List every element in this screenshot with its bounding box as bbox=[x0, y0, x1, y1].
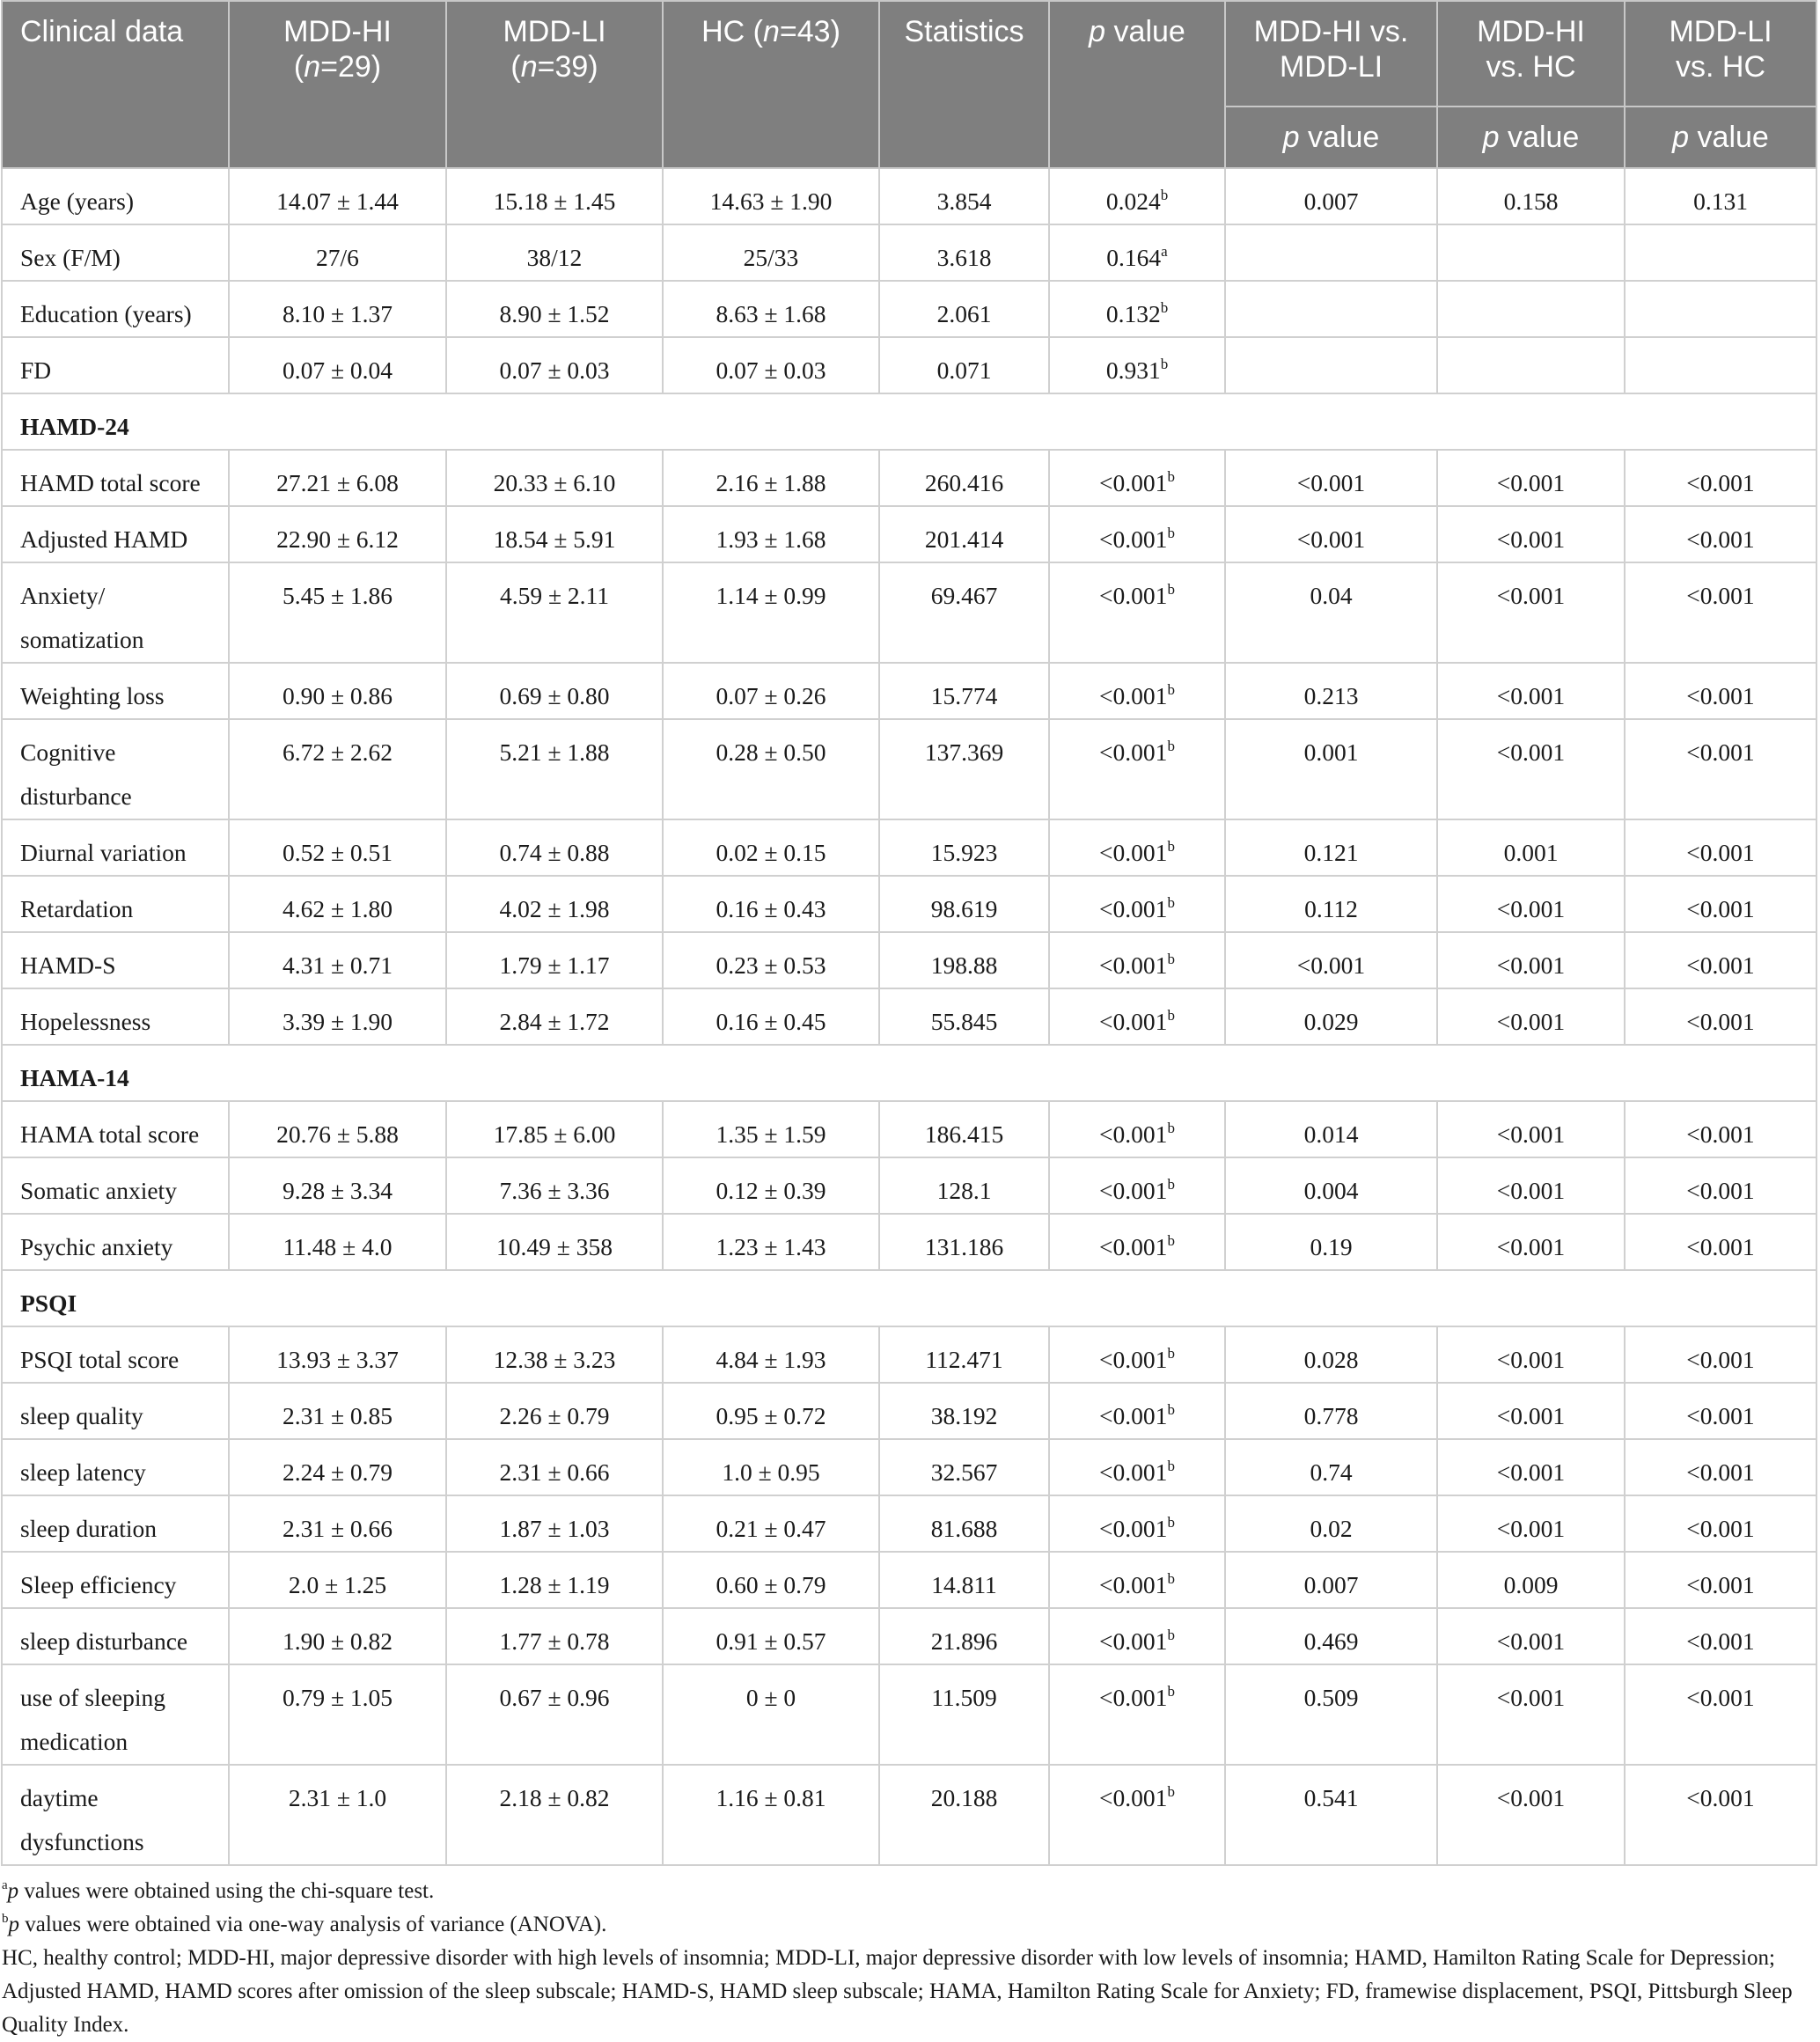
cell-mdd-li: 1.79 ± 1.17 bbox=[446, 932, 663, 988]
cell-p-value: <0.001$^b$ bbox=[1049, 1552, 1225, 1608]
cell-statistics: 0.071 bbox=[879, 337, 1049, 393]
table-row-psychic bbox=[2, 1214, 1816, 1270]
cell-li-vs-hc-p: <0.001 bbox=[1625, 1157, 1816, 1214]
cell-li-vs-hc-p: <0.001 bbox=[1625, 506, 1816, 562]
table-row-anxiety bbox=[2, 562, 1816, 663]
cell-mdd-hi: 5.45 ± 1.86 bbox=[229, 562, 446, 663]
table-row-age bbox=[2, 168, 1816, 224]
cell-li-vs-hc-p: <0.001 bbox=[1625, 1495, 1816, 1552]
cell-mdd-hi: 0.90 ± 0.86 bbox=[229, 663, 446, 719]
cell-mdd-li: 5.21 ± 1.88 bbox=[446, 719, 663, 819]
table-row-quality bbox=[2, 1383, 1816, 1439]
cell-mdd-li: 2.18 ± 0.82 bbox=[446, 1765, 663, 1865]
header-li-vs-hc-p: p value bbox=[1625, 107, 1816, 168]
cell-hc: 0.28 ± 0.50 bbox=[663, 719, 879, 819]
cell-p-value: <0.001$^b$ bbox=[1049, 1101, 1225, 1157]
clinical-data-table bbox=[1, 0, 1817, 1866]
table-footnotes bbox=[2, 1875, 1806, 2042]
cell-hi-vs-li-p: 0.541 bbox=[1225, 1765, 1437, 1865]
table-row-hama-total bbox=[2, 1101, 1816, 1157]
cell-li-vs-hc-p bbox=[1625, 281, 1816, 337]
cell-mdd-hi: 0.07 ± 0.04 bbox=[229, 337, 446, 393]
cell-hi-vs-hc-p: <0.001 bbox=[1437, 932, 1625, 988]
row-label: PSQI total score bbox=[2, 1326, 229, 1383]
cell-li-vs-hc-p bbox=[1625, 337, 1816, 393]
cell-mdd-li: 0.69 ± 0.80 bbox=[446, 663, 663, 719]
cell-statistics: 3.618 bbox=[879, 224, 1049, 281]
row-label: HAMD total score bbox=[2, 450, 229, 506]
row-label: Age (years) bbox=[2, 168, 229, 224]
cell-statistics: 14.811 bbox=[879, 1552, 1049, 1608]
section-row-hamd bbox=[2, 393, 1816, 450]
cell-mdd-li: 0.07 ± 0.03 bbox=[446, 337, 663, 393]
cell-hi-vs-hc-p: <0.001 bbox=[1437, 1101, 1625, 1157]
cell-mdd-li: 18.54 ± 5.91 bbox=[446, 506, 663, 562]
table-row-weight bbox=[2, 663, 1816, 719]
section-heading: HAMD-24 bbox=[2, 393, 1816, 450]
cell-statistics: 260.416 bbox=[879, 450, 1049, 506]
cell-li-vs-hc-p: <0.001 bbox=[1625, 1383, 1816, 1439]
cell-li-vs-hc-p: 0.131 bbox=[1625, 168, 1816, 224]
cell-hi-vs-li-p: <0.001 bbox=[1225, 450, 1437, 506]
cell-statistics: 3.854 bbox=[879, 168, 1049, 224]
cell-hc: 8.63 ± 1.68 bbox=[663, 281, 879, 337]
cell-hi-vs-hc-p: <0.001 bbox=[1437, 876, 1625, 932]
header-mdd-hi: MDD-HI (n=29) bbox=[229, 1, 446, 168]
cell-li-vs-hc-p: <0.001 bbox=[1625, 1664, 1816, 1765]
section-heading: PSQI bbox=[2, 1270, 1816, 1326]
cell-statistics: 55.845 bbox=[879, 988, 1049, 1045]
cell-hc: 0.23 ± 0.53 bbox=[663, 932, 879, 988]
header-mdd-li: MDD-LI (n=39) bbox=[446, 1, 663, 168]
cell-hi-vs-hc-p: <0.001 bbox=[1437, 506, 1625, 562]
cell-statistics: 32.567 bbox=[879, 1439, 1049, 1495]
cell-hc: 0.02 ± 0.15 bbox=[663, 819, 879, 876]
row-label: use of sleeping medication bbox=[2, 1664, 229, 1765]
row-label: HAMA total score bbox=[2, 1101, 229, 1157]
row-label: Somatic anxiety bbox=[2, 1157, 229, 1214]
cell-mdd-hi: 11.48 ± 4.0 bbox=[229, 1214, 446, 1270]
table-row-hamd-total bbox=[2, 450, 1816, 506]
cell-hc: 0.91 ± 0.57 bbox=[663, 1608, 879, 1664]
header-hi-vs-hc-p: p value bbox=[1437, 107, 1625, 168]
cell-hi-vs-li-p: 0.112 bbox=[1225, 876, 1437, 932]
table-row-disturb bbox=[2, 1608, 1816, 1664]
cell-li-vs-hc-p: <0.001 bbox=[1625, 1439, 1816, 1495]
cell-hc: 14.63 ± 1.90 bbox=[663, 168, 879, 224]
cell-hc: 0.07 ± 0.26 bbox=[663, 663, 879, 719]
row-label: HAMD-S bbox=[2, 932, 229, 988]
cell-li-vs-hc-p: <0.001 bbox=[1625, 1765, 1816, 1865]
cell-mdd-li: 17.85 ± 6.00 bbox=[446, 1101, 663, 1157]
cell-hi-vs-hc-p: <0.001 bbox=[1437, 1383, 1625, 1439]
cell-li-vs-hc-p bbox=[1625, 224, 1816, 281]
cell-mdd-hi: 0.79 ± 1.05 bbox=[229, 1664, 446, 1765]
row-label: Sleep efficiency bbox=[2, 1552, 229, 1608]
cell-hc: 1.14 ± 0.99 bbox=[663, 562, 879, 663]
cell-li-vs-hc-p: <0.001 bbox=[1625, 1608, 1816, 1664]
footnote-b: $^b$p values were obtained via one-way analysis of variance (ANOVA). bbox=[2, 1912, 607, 1936]
cell-p-value: <0.001$^b$ bbox=[1049, 988, 1225, 1045]
cell-statistics: 15.923 bbox=[879, 819, 1049, 876]
header-li-vs-hc: MDD-LI vs. HC bbox=[1625, 1, 1816, 107]
cell-li-vs-hc-p: <0.001 bbox=[1625, 932, 1816, 988]
cell-statistics: 198.88 bbox=[879, 932, 1049, 988]
section-row-hama bbox=[2, 1045, 1816, 1101]
cell-p-value: 0.024$^b$ bbox=[1049, 168, 1225, 224]
cell-statistics: 137.369 bbox=[879, 719, 1049, 819]
cell-hi-vs-hc-p: <0.001 bbox=[1437, 562, 1625, 663]
header-hi-vs-li-p: p value bbox=[1225, 107, 1437, 168]
cell-hi-vs-hc-p: <0.001 bbox=[1437, 1608, 1625, 1664]
row-label: Sex (F/M) bbox=[2, 224, 229, 281]
cell-hi-vs-li-p: <0.001 bbox=[1225, 932, 1437, 988]
cell-mdd-hi: 4.62 ± 1.80 bbox=[229, 876, 446, 932]
footnote-abbreviations: HC, healthy control; MDD-HI, major depressive disorder with high levels of insomnia; MDD-LI, major depressive disorder with low levels of insomnia; HAMD, Hamilton Rating Scale for Depression; Adjusted HAMD, HAMD scores after omission of the sleep subscale; HAMD-S, HAMD sleep subscale; HAMA, Hamilton Rating Scale for Anxiety; FD, framewise displacement, PSQI, Pittsburgh Sleep Quality Index. bbox=[2, 1946, 1793, 2037]
cell-p-value: <0.001$^b$ bbox=[1049, 719, 1225, 819]
cell-hi-vs-hc-p: <0.001 bbox=[1437, 1214, 1625, 1270]
cell-hc: 1.16 ± 0.81 bbox=[663, 1765, 879, 1865]
row-label: sleep disturbance bbox=[2, 1608, 229, 1664]
cell-statistics: 128.1 bbox=[879, 1157, 1049, 1214]
table-row-adj-hamd bbox=[2, 506, 1816, 562]
cell-mdd-li: 7.36 ± 3.36 bbox=[446, 1157, 663, 1214]
cell-hi-vs-hc-p: <0.001 bbox=[1437, 450, 1625, 506]
cell-p-value: 0.164$^a$ bbox=[1049, 224, 1225, 281]
cell-hc: 0.07 ± 0.03 bbox=[663, 337, 879, 393]
cell-mdd-li: 10.49 ± 358 bbox=[446, 1214, 663, 1270]
cell-p-value: <0.001$^b$ bbox=[1049, 506, 1225, 562]
table-row-hopeless bbox=[2, 988, 1816, 1045]
cell-hi-vs-hc-p: <0.001 bbox=[1437, 663, 1625, 719]
cell-statistics: 81.688 bbox=[879, 1495, 1049, 1552]
row-label: Adjusted HAMD bbox=[2, 506, 229, 562]
cell-hi-vs-li-p: 0.029 bbox=[1225, 988, 1437, 1045]
section-row-psqi bbox=[2, 1270, 1816, 1326]
row-label: FD bbox=[2, 337, 229, 393]
table-row-duration bbox=[2, 1495, 1816, 1552]
table-row-hamds bbox=[2, 932, 1816, 988]
header-clinical-data: Clinical data bbox=[2, 1, 229, 168]
row-label: Cognitive disturbance bbox=[2, 719, 229, 819]
cell-mdd-li: 1.28 ± 1.19 bbox=[446, 1552, 663, 1608]
cell-li-vs-hc-p: <0.001 bbox=[1625, 1326, 1816, 1383]
cell-mdd-li: 1.77 ± 0.78 bbox=[446, 1608, 663, 1664]
cell-p-value: <0.001$^b$ bbox=[1049, 1495, 1225, 1552]
row-label: Psychic anxiety bbox=[2, 1214, 229, 1270]
table-row-daytime bbox=[2, 1765, 1816, 1865]
header-hi-vs-hc: MDD-HI vs. HC bbox=[1437, 1, 1625, 107]
row-label: sleep quality bbox=[2, 1383, 229, 1439]
row-label: Weighting loss bbox=[2, 663, 229, 719]
cell-li-vs-hc-p: <0.001 bbox=[1625, 1552, 1816, 1608]
cell-mdd-li: 2.26 ± 0.79 bbox=[446, 1383, 663, 1439]
cell-statistics: 21.896 bbox=[879, 1608, 1049, 1664]
cell-li-vs-hc-p: <0.001 bbox=[1625, 1214, 1816, 1270]
cell-statistics: 20.188 bbox=[879, 1765, 1049, 1865]
cell-hi-vs-hc-p: <0.001 bbox=[1437, 1439, 1625, 1495]
cell-hi-vs-hc-p bbox=[1437, 224, 1625, 281]
table-row-retard bbox=[2, 876, 1816, 932]
header-hi-vs-li: MDD-HI vs. MDD-LI bbox=[1225, 1, 1437, 107]
table-row-efficiency bbox=[2, 1552, 1816, 1608]
cell-hi-vs-hc-p: 0.009 bbox=[1437, 1552, 1625, 1608]
cell-mdd-hi: 0.52 ± 0.51 bbox=[229, 819, 446, 876]
cell-mdd-li: 20.33 ± 6.10 bbox=[446, 450, 663, 506]
table-row-fd bbox=[2, 337, 1816, 393]
cell-hc: 0.60 ± 0.79 bbox=[663, 1552, 879, 1608]
cell-hi-vs-hc-p: <0.001 bbox=[1437, 1664, 1625, 1765]
cell-mdd-li: 38/12 bbox=[446, 224, 663, 281]
table-row-edu bbox=[2, 281, 1816, 337]
cell-li-vs-hc-p: <0.001 bbox=[1625, 450, 1816, 506]
cell-p-value: <0.001$^b$ bbox=[1049, 663, 1225, 719]
cell-hi-vs-li-p: 0.001 bbox=[1225, 719, 1437, 819]
cell-hc: 0.16 ± 0.43 bbox=[663, 876, 879, 932]
table-row-somatic bbox=[2, 1157, 1816, 1214]
cell-hi-vs-li-p: 0.19 bbox=[1225, 1214, 1437, 1270]
cell-hc: 1.35 ± 1.59 bbox=[663, 1101, 879, 1157]
cell-mdd-hi: 6.72 ± 2.62 bbox=[229, 719, 446, 819]
header-statistics: Statistics bbox=[879, 1, 1049, 168]
cell-li-vs-hc-p: <0.001 bbox=[1625, 562, 1816, 663]
cell-li-vs-hc-p: <0.001 bbox=[1625, 876, 1816, 932]
row-label: Education (years) bbox=[2, 281, 229, 337]
table-row-cognitive bbox=[2, 719, 1816, 819]
footnote-a: $^a$p values were obtained using the chi-square test. bbox=[2, 1878, 435, 1903]
cell-mdd-hi: 14.07 ± 1.44 bbox=[229, 168, 446, 224]
cell-statistics: 98.619 bbox=[879, 876, 1049, 932]
cell-mdd-hi: 22.90 ± 6.12 bbox=[229, 506, 446, 562]
cell-mdd-li: 4.02 ± 1.98 bbox=[446, 876, 663, 932]
cell-statistics: 15.774 bbox=[879, 663, 1049, 719]
cell-hi-vs-li-p: 0.04 bbox=[1225, 562, 1437, 663]
cell-hi-vs-li-p: 0.007 bbox=[1225, 1552, 1437, 1608]
cell-mdd-hi: 3.39 ± 1.90 bbox=[229, 988, 446, 1045]
cell-mdd-hi: 13.93 ± 3.37 bbox=[229, 1326, 446, 1383]
cell-hc: 2.16 ± 1.88 bbox=[663, 450, 879, 506]
table-body bbox=[2, 168, 1816, 1865]
cell-mdd-hi: 8.10 ± 1.37 bbox=[229, 281, 446, 337]
cell-statistics: 2.061 bbox=[879, 281, 1049, 337]
cell-hi-vs-li-p: 0.028 bbox=[1225, 1326, 1437, 1383]
cell-hc: 0.95 ± 0.72 bbox=[663, 1383, 879, 1439]
cell-mdd-li: 1.87 ± 1.03 bbox=[446, 1495, 663, 1552]
cell-hi-vs-li-p bbox=[1225, 337, 1437, 393]
cell-statistics: 131.186 bbox=[879, 1214, 1049, 1270]
cell-statistics: 112.471 bbox=[879, 1326, 1049, 1383]
cell-mdd-hi: 2.0 ± 1.25 bbox=[229, 1552, 446, 1608]
cell-hc: 4.84 ± 1.93 bbox=[663, 1326, 879, 1383]
cell-hi-vs-hc-p: <0.001 bbox=[1437, 1157, 1625, 1214]
cell-hc: 0.21 ± 0.47 bbox=[663, 1495, 879, 1552]
cell-li-vs-hc-p: <0.001 bbox=[1625, 988, 1816, 1045]
cell-li-vs-hc-p: <0.001 bbox=[1625, 1101, 1816, 1157]
cell-hi-vs-hc-p: <0.001 bbox=[1437, 1495, 1625, 1552]
cell-hc: 1.0 ± 0.95 bbox=[663, 1439, 879, 1495]
row-label: Anxiety/ somatization bbox=[2, 562, 229, 663]
cell-statistics: 186.415 bbox=[879, 1101, 1049, 1157]
cell-mdd-li: 2.31 ± 0.66 bbox=[446, 1439, 663, 1495]
cell-hi-vs-li-p bbox=[1225, 281, 1437, 337]
cell-hi-vs-li-p: 0.004 bbox=[1225, 1157, 1437, 1214]
cell-p-value: <0.001$^b$ bbox=[1049, 819, 1225, 876]
table-row-medication bbox=[2, 1664, 1816, 1765]
cell-li-vs-hc-p: <0.001 bbox=[1625, 663, 1816, 719]
cell-hi-vs-hc-p: <0.001 bbox=[1437, 1765, 1625, 1865]
cell-hi-vs-li-p: <0.001 bbox=[1225, 506, 1437, 562]
cell-mdd-hi: 27/6 bbox=[229, 224, 446, 281]
cell-mdd-hi: 27.21 ± 6.08 bbox=[229, 450, 446, 506]
cell-p-value: <0.001$^b$ bbox=[1049, 450, 1225, 506]
cell-p-value: <0.001$^b$ bbox=[1049, 562, 1225, 663]
cell-mdd-li: 2.84 ± 1.72 bbox=[446, 988, 663, 1045]
cell-statistics: 201.414 bbox=[879, 506, 1049, 562]
cell-statistics: 11.509 bbox=[879, 1664, 1049, 1765]
row-label: daytime dysfunctions bbox=[2, 1765, 229, 1865]
cell-hi-vs-hc-p bbox=[1437, 281, 1625, 337]
table-row-sex bbox=[2, 224, 1816, 281]
cell-statistics: 69.467 bbox=[879, 562, 1049, 663]
table-row-psqi-total bbox=[2, 1326, 1816, 1383]
cell-hi-vs-hc-p: <0.001 bbox=[1437, 719, 1625, 819]
cell-hc: 0.12 ± 0.39 bbox=[663, 1157, 879, 1214]
row-label: sleep latency bbox=[2, 1439, 229, 1495]
cell-hi-vs-li-p: 0.778 bbox=[1225, 1383, 1437, 1439]
row-label: Diurnal variation bbox=[2, 819, 229, 876]
cell-mdd-hi: 4.31 ± 0.71 bbox=[229, 932, 446, 988]
cell-hi-vs-li-p: 0.469 bbox=[1225, 1608, 1437, 1664]
cell-mdd-hi: 2.24 ± 0.79 bbox=[229, 1439, 446, 1495]
row-label: sleep duration bbox=[2, 1495, 229, 1552]
cell-hi-vs-li-p: 0.007 bbox=[1225, 168, 1437, 224]
cell-p-value: <0.001$^b$ bbox=[1049, 1439, 1225, 1495]
header-p-value: p value bbox=[1049, 1, 1225, 168]
table-row-latency bbox=[2, 1439, 1816, 1495]
cell-li-vs-hc-p: <0.001 bbox=[1625, 819, 1816, 876]
cell-hc: 25/33 bbox=[663, 224, 879, 281]
cell-p-value: 0.931$^b$ bbox=[1049, 337, 1225, 393]
cell-p-value: <0.001$^b$ bbox=[1049, 1157, 1225, 1214]
cell-p-value: <0.001$^b$ bbox=[1049, 932, 1225, 988]
cell-mdd-hi: 2.31 ± 1.0 bbox=[229, 1765, 446, 1865]
cell-p-value: <0.001$^b$ bbox=[1049, 1664, 1225, 1765]
cell-p-value: <0.001$^b$ bbox=[1049, 1383, 1225, 1439]
cell-hi-vs-hc-p: <0.001 bbox=[1437, 1326, 1625, 1383]
cell-p-value: 0.132$^b$ bbox=[1049, 281, 1225, 337]
cell-hc: 1.93 ± 1.68 bbox=[663, 506, 879, 562]
cell-hc: 0.16 ± 0.45 bbox=[663, 988, 879, 1045]
cell-hi-vs-hc-p: 0.001 bbox=[1437, 819, 1625, 876]
cell-p-value: <0.001$^b$ bbox=[1049, 876, 1225, 932]
cell-hi-vs-li-p: 0.213 bbox=[1225, 663, 1437, 719]
cell-p-value: <0.001$^b$ bbox=[1049, 1214, 1225, 1270]
cell-mdd-li: 0.74 ± 0.88 bbox=[446, 819, 663, 876]
row-label: Retardation bbox=[2, 876, 229, 932]
cell-p-value: <0.001$^b$ bbox=[1049, 1765, 1225, 1865]
cell-hi-vs-li-p: 0.74 bbox=[1225, 1439, 1437, 1495]
row-label: Hopelessness bbox=[2, 988, 229, 1045]
cell-statistics: 38.192 bbox=[879, 1383, 1049, 1439]
cell-hi-vs-li-p: 0.014 bbox=[1225, 1101, 1437, 1157]
table-row-diurnal bbox=[2, 819, 1816, 876]
cell-hi-vs-li-p: 0.509 bbox=[1225, 1664, 1437, 1765]
cell-hi-vs-hc-p: 0.158 bbox=[1437, 168, 1625, 224]
header-hc: HC (n=43) bbox=[663, 1, 879, 168]
cell-mdd-hi: 9.28 ± 3.34 bbox=[229, 1157, 446, 1214]
cell-hi-vs-li-p bbox=[1225, 224, 1437, 281]
cell-mdd-li: 12.38 ± 3.23 bbox=[446, 1326, 663, 1383]
cell-hi-vs-hc-p bbox=[1437, 337, 1625, 393]
cell-li-vs-hc-p: <0.001 bbox=[1625, 719, 1816, 819]
cell-mdd-li: 0.67 ± 0.96 bbox=[446, 1664, 663, 1765]
cell-p-value: <0.001$^b$ bbox=[1049, 1326, 1225, 1383]
cell-mdd-hi: 2.31 ± 0.85 bbox=[229, 1383, 446, 1439]
cell-mdd-li: 4.59 ± 2.11 bbox=[446, 562, 663, 663]
section-heading: HAMA-14 bbox=[2, 1045, 1816, 1101]
cell-hc: 1.23 ± 1.43 bbox=[663, 1214, 879, 1270]
cell-p-value: <0.001$^b$ bbox=[1049, 1608, 1225, 1664]
table-header bbox=[2, 1, 1816, 168]
cell-hi-vs-li-p: 0.121 bbox=[1225, 819, 1437, 876]
cell-hc: 0 ± 0 bbox=[663, 1664, 879, 1765]
cell-mdd-hi: 1.90 ± 0.82 bbox=[229, 1608, 446, 1664]
cell-mdd-hi: 2.31 ± 0.66 bbox=[229, 1495, 446, 1552]
cell-mdd-li: 8.90 ± 1.52 bbox=[446, 281, 663, 337]
cell-mdd-hi: 20.76 ± 5.88 bbox=[229, 1101, 446, 1157]
cell-mdd-li: 15.18 ± 1.45 bbox=[446, 168, 663, 224]
cell-hi-vs-li-p: 0.02 bbox=[1225, 1495, 1437, 1552]
cell-hi-vs-hc-p: <0.001 bbox=[1437, 988, 1625, 1045]
